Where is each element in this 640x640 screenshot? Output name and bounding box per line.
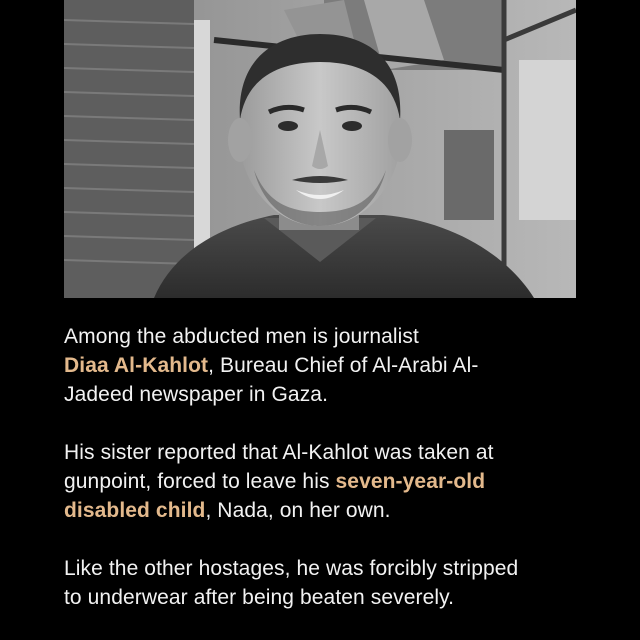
p1-line1: Among the abducted men is journalist: [64, 325, 419, 348]
portrait-photo-icon: [64, 0, 576, 298]
paragraph-sister-report: [64, 438, 584, 525]
portrait-photo: [64, 0, 576, 298]
p1-line3: Jadeed newspaper in Gaza.: [64, 383, 329, 406]
paragraph-hostages: [64, 554, 584, 612]
p3-line1: Like the other hostages, he was forcibly stripped: [64, 557, 519, 580]
p2-line1: His sister reported that Al-Kahlot was taken at: [64, 441, 494, 464]
p2-line2a: gunpoint, forced to leave his: [64, 470, 336, 493]
journalist-name: Diaa Al-Kahlot: [64, 354, 209, 377]
p1-rest: , Bureau Chief of Al-Arabi Al-: [208, 354, 479, 377]
article-text: [64, 322, 584, 612]
highlight-disabled-child: disabled child: [64, 499, 206, 522]
paragraph-abduction: [64, 322, 584, 409]
p3-line2: to underwear after being beaten severely.: [64, 586, 455, 609]
highlight-child-age: seven-year-old: [335, 470, 486, 493]
p2-rest: , Nada, on her own.: [205, 499, 391, 522]
